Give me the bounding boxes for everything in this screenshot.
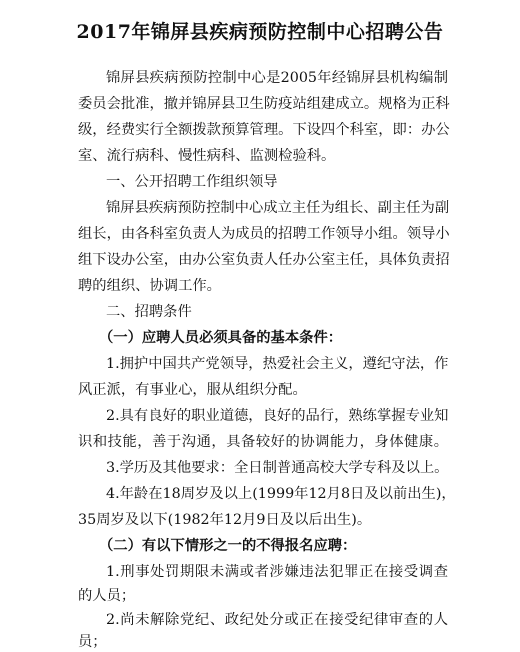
paragraph-line: 委员会批准，撤并锦屏县卫生防疫站组建成立。规格为正科 xyxy=(78,96,450,112)
paragraph-line: 2.尚未解除党纪、政纪处分或正在接受纪律审查的人 xyxy=(106,612,448,628)
paragraph-line: 1.刑事处罚期限未满或者涉嫌违法犯罪正在接受调查 xyxy=(106,564,448,580)
paragraph-line: 组下设办公室，由办公室负责人任办公室主任，具体负责招 xyxy=(78,252,450,268)
paragraph-line: 聘的组织、协调工作。 xyxy=(78,278,221,294)
paragraph-line: 风正派，有事业心，服从组织分配。 xyxy=(78,382,307,398)
paragraph-line: 的人员； xyxy=(78,588,136,604)
paragraph-line: 锦屏县疾病预防控制中心是2005年经锦屏县机构编制 xyxy=(106,70,448,86)
subsection-heading: （二）有以下情形之一的不得报名应聘： xyxy=(99,538,357,554)
paragraph-line: 1.拥护中国共产党领导，热爱社会主义，遵纪守法，作 xyxy=(106,356,449,372)
paragraph-line: 3.学历及其他要求：全日制普通高校大学专科及以上。 xyxy=(106,460,449,476)
paragraph-line: 识和技能，善于沟通，具备较好的协调能力，身体健康。 xyxy=(78,434,448,450)
document-title: 2017年锦屏县疾病预防控制中心招聘公告 xyxy=(76,21,444,43)
paragraph-line: 级，经费实行全额拨款预算管理。下设四个科室，即：办公 xyxy=(78,122,450,138)
paragraph-line: 锦屏县疾病预防控制中心成立主任为组长、副主任为副 xyxy=(106,200,450,216)
paragraph-line: 员； xyxy=(78,634,107,650)
subsection-heading: （一）应聘人员必须具备的基本条件： xyxy=(99,330,343,346)
paragraph-line: 组长，由各科室负责人为成员的招聘工作领导小组。领导小 xyxy=(78,226,450,242)
section-heading: 二、招聘条件 xyxy=(106,304,192,320)
paragraph-line: 4.年龄在18周岁及以上(1999年12月8日及以前出生)， xyxy=(106,486,456,502)
paragraph-line: 2.具有良好的职业道德，良好的品行，熟练掌握专业知 xyxy=(106,408,449,424)
paragraph-line: 35周岁及以下(1982年12月9日及以后出生)。 xyxy=(78,512,372,528)
section-heading: 一、公开招聘工作组织领导 xyxy=(106,174,278,190)
paragraph-line: 室、流行病科、慢性病科、监测检验科。 xyxy=(78,148,336,164)
